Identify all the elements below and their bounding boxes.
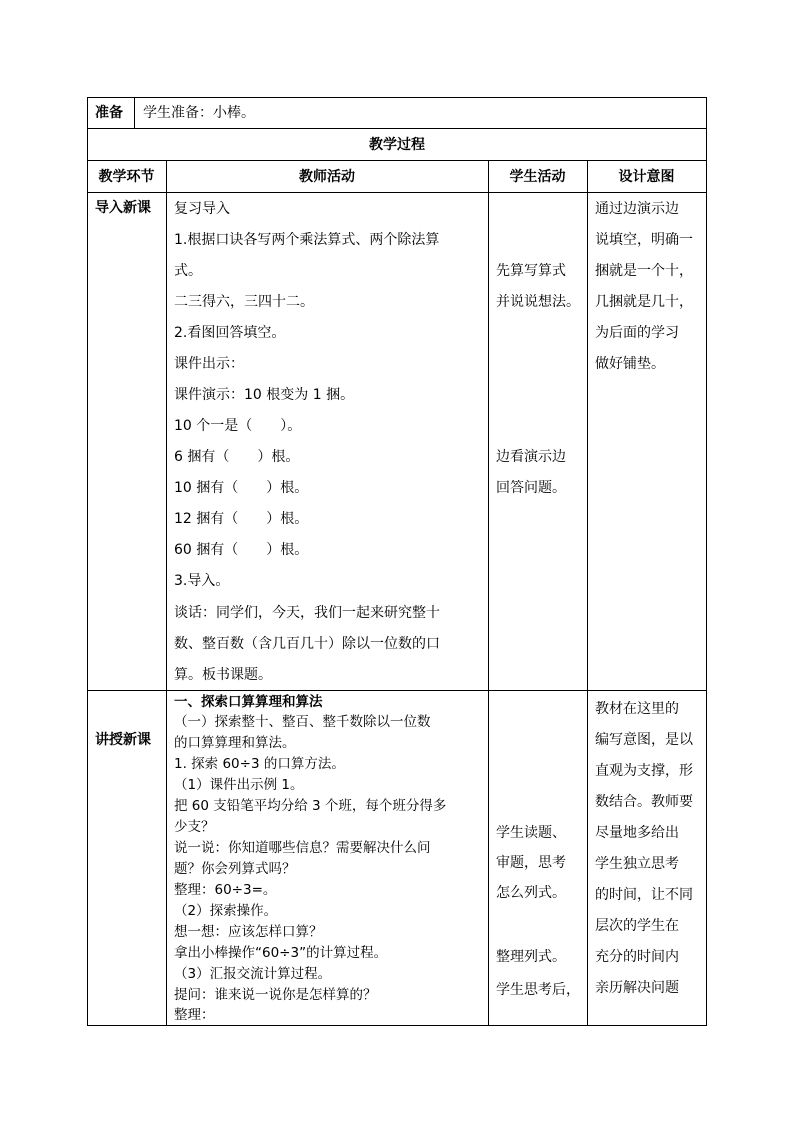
list-item: 题？你会列算式吗？ [174,861,296,877]
list-item: 3.导入。 [174,573,230,589]
list-item: 2.看图回答填空。 [174,325,286,341]
list-item: 的时间，让不同 [595,887,693,903]
rule [587,160,588,1026]
list-item: 60 捆有（ ）根。 [174,542,309,558]
list-item: 10 捆有（ ）根。 [174,480,309,496]
list-item: 提问：谁来说一说你是怎样算的？ [174,987,377,1003]
row1-stage: 导入新课 [95,200,151,216]
list-item: 1.根据口诀各写两个乘法算式、两个除法算 [174,232,440,248]
list-item: 先算写算式 [496,263,566,279]
list-item: 学生读题、 [496,825,566,841]
rule [134,97,135,128]
list-item: 边看演示边 [496,449,566,465]
list-item: 课件出示： [174,356,244,372]
list-item: 复习导入 [174,201,230,217]
rule [87,1025,707,1026]
process-title: 教学过程 [369,137,425,153]
list-item: 亲历解决问题 [595,980,679,996]
list-item: 说一说：你知道哪些信息？需要解决什么问 [174,840,431,856]
list-item: 通过边演示边 [595,201,679,217]
rule [87,97,88,1026]
rule [87,192,707,193]
list-item: 想一想：应该怎样口算？ [174,924,323,940]
prep-content: 学生准备：小棒。 [143,105,255,121]
list-item: 谈话：同学们，今天，我们一起来研究整十 [174,605,440,621]
list-item: 数、整百数（含几百几十）除以一位数的口 [174,636,440,652]
list-item: 编写意图，是以 [595,732,693,748]
list-item: 算。板书课题。 [174,667,272,683]
list-item: 拿出小棒操作“60÷3”的计算过程。 [174,945,388,961]
list-item: 数结合。教师要 [595,794,693,810]
list-item: 学生独立思考 [595,856,679,872]
list-item: （一）探索整十、整百、整千数除以一位数 [174,714,431,730]
list-item: 把 60 支铅笔平均分给 3 个班，每个班分得多 [174,798,447,814]
list-item: 并说说想法。 [496,294,580,310]
list-item: 课件演示：10 根变为 1 捆。 [174,387,355,403]
rule [706,97,707,1026]
list-item: 式。 [174,263,202,279]
list-item: 的口算算理和算法。 [174,735,296,751]
list-item: 12 捆有（ ）根。 [174,511,309,527]
list-item: 直观为支撑，形 [595,763,693,779]
list-item: 10 个一是（ ）。 [174,418,302,434]
rule [488,160,489,1026]
list-item: （3）汇报交流计算过程。 [174,966,332,982]
rule [166,160,167,1026]
rule [87,690,707,691]
list-item: 少支？ [174,819,215,835]
list-item: （1）课件出示例 1。 [174,777,304,793]
list-item: 二三得六，三四十二。 [174,294,314,310]
list-item: 尽量地多给出 [595,825,679,841]
list-item: 教材在这里的 [595,701,679,717]
list-item: 为后面的学习 [595,325,679,341]
header-stage: 教学环节 [98,169,155,185]
list-item: 一、探索口算算理和算法 [174,694,323,710]
list-item: 整理：60÷3=。 [174,882,277,898]
prep-label: 准备 [95,105,123,121]
list-item: 学生思考后， [496,982,580,998]
rule [87,97,707,98]
list-item: 怎么列式。 [496,885,566,901]
list-item: 层次的学生在 [595,918,679,934]
list-item: （2）探索操作。 [174,903,278,919]
list-item: 几捆就是几十， [595,294,693,310]
list-item: 6 捆有（ ）根。 [174,449,300,465]
list-item: 充分的时间内 [595,949,679,965]
list-item: 1. 探索 60÷3 的口算方法。 [174,756,345,772]
header-teacher: 教师活动 [299,169,355,185]
header-intent: 设计意图 [618,169,675,185]
header-student: 学生活动 [509,169,566,185]
list-item: 回答问题。 [496,480,566,496]
list-item: 做好铺垫。 [595,356,665,372]
row2-stage: 讲授新课 [95,732,151,748]
rule [87,128,707,129]
list-item: 整理列式。 [496,949,566,965]
list-item: 说填空，明确一 [595,232,693,248]
rule [87,160,707,161]
list-item: 审题，思考 [496,855,566,871]
list-item: 整理： [174,1007,215,1023]
list-item: 捆就是一个十， [595,263,693,279]
